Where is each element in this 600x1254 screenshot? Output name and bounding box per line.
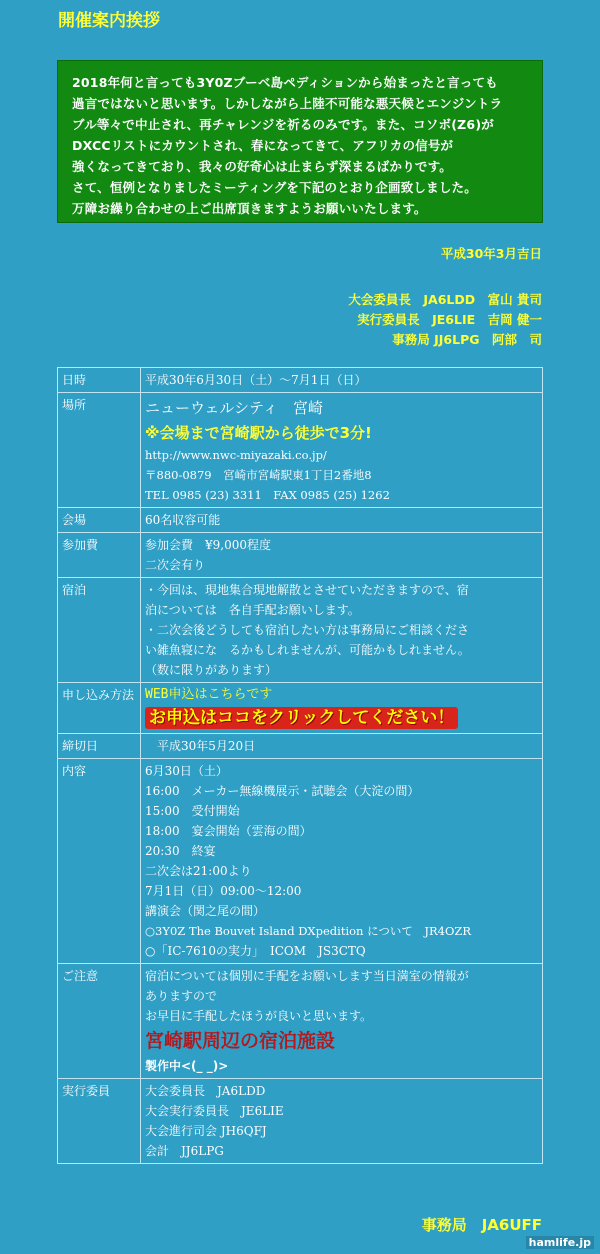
afterparty-note: 二次会有り — [145, 558, 206, 572]
event-info-table — [57, 367, 543, 1164]
venue-address: 〒880-0879 宮崎市宮崎駅東1丁目2番地8 — [145, 468, 372, 482]
web-apply-link[interactable]: WEB申込はこちらです — [145, 687, 273, 702]
content-line: 6月30日（土） — [145, 764, 228, 778]
note-line: お早目に手配したほうが良いと思います。 — [145, 1009, 373, 1023]
table-row — [58, 683, 543, 734]
table-row — [58, 533, 543, 578]
footer-secretariat: 事務局 JA6UFF — [421, 1216, 542, 1234]
stay-line: い雑魚寝にな るかもしれませんが、可能かもしれません。 — [145, 643, 470, 657]
place-label: 場所 — [58, 393, 141, 508]
greeting-line: ブル等々で中止され、再チャレンジを祈るのみです。また、コソボ(Z6)が — [72, 117, 494, 132]
greeting-line: 万障お繰り合わせの上ご出席頂きますようお願いいたします。 — [72, 201, 427, 216]
hotel-link[interactable]: 宮崎駅周辺の宿泊施設 — [145, 1030, 336, 1052]
committee-member: 大会進行司会 JH6QFJ — [145, 1124, 267, 1138]
venue-url-link[interactable]: http://www.nwc-miyazaki.co.jp/ — [145, 448, 327, 462]
site-watermark: hamlife.jp — [526, 1236, 594, 1249]
stay-line: 泊については 各自手配お願いします。 — [145, 603, 360, 617]
greeting-line: さて、恒例となりましたミーティングを下記のとおり企画致しました。 — [72, 180, 477, 195]
content-label: 内容 — [58, 759, 141, 964]
committee-member: 会計 JJ6LPG — [145, 1144, 224, 1158]
committee-cell — [141, 1079, 543, 1164]
content-line: 講演会（関之尾の間） — [145, 904, 266, 918]
content-line: ○「IC-7610の実力」 ICOM JS3CTQ — [145, 944, 366, 958]
content-cell — [141, 759, 543, 964]
note-line: 宿泊については個別に手配をお願いします当日満室の情報が — [145, 969, 469, 983]
committee-label: 実行委員 — [58, 1079, 141, 1164]
table-row — [58, 964, 543, 1079]
signature-chairman: 大会委員長 JA6LDD 富山 貴司 — [348, 292, 542, 307]
content-line: ○3Y0Z The Bouvet Island DXpedition について JR4OZR — [145, 924, 472, 938]
signature-executive: 実行委員長 JE6LIE 吉岡 健一 — [357, 312, 542, 327]
page-heading: 開催案内挨拶 — [58, 11, 160, 31]
greeting-box — [57, 60, 543, 223]
table-row — [58, 393, 543, 508]
apply-label: 申し込み方法 — [58, 683, 141, 734]
committee-member: 大会実行委員長 JE6LIE — [145, 1104, 284, 1118]
fee-cell — [141, 533, 543, 578]
table-row — [58, 759, 543, 964]
place-cell — [141, 393, 543, 508]
content-line: 7月1日（日）09:00～12:00 — [145, 884, 302, 898]
deadline-label: 締切日 — [58, 734, 141, 759]
date-label: 日時 — [58, 368, 141, 393]
fee-label: 参加費 — [58, 533, 141, 578]
greeting-line: 2018年何と言っても3Y0Zブーベ島ペディションから始まったと言っても — [72, 75, 498, 90]
hall-value: 60名収容可能 — [141, 508, 543, 533]
signature-secretariat: 事務局 JJ6LPG 阿部 司 — [392, 332, 542, 347]
hall-label: 会場 — [58, 508, 141, 533]
deadline-value: 平成30年5月20日 — [141, 734, 543, 759]
work-in-progress-note: 製作中<(_ _)> — [145, 1059, 229, 1073]
greeting-line: DXCCリストにカウントされ、春になってきて、アフリカの信号が — [72, 138, 454, 153]
greeting-line: 強くなってきており、我々の好奇心は止まらず深まるばかりです。 — [72, 159, 453, 174]
announcement-date: 平成30年3月吉日 — [440, 246, 542, 261]
fee-amount: 参加会費 ¥9,000程度 — [145, 538, 271, 552]
table-row — [58, 1079, 543, 1164]
greeting-text — [72, 72, 532, 219]
stay-label: 宿泊 — [58, 578, 141, 683]
stay-line: （数に限りがあります） — [145, 663, 278, 677]
stay-cell — [141, 578, 543, 683]
venue-phone: TEL 0985 (23) 3311 FAX 0985 (25) 1262 — [145, 488, 390, 502]
content-line: 16:00 メーカー無線機展示・試聴会（大淀の間） — [145, 784, 420, 798]
note-cell — [141, 964, 543, 1079]
table-row — [58, 578, 543, 683]
note-label: ご注意 — [58, 964, 141, 1079]
apply-click-button[interactable]: お申込はココをクリックしてください！ — [145, 707, 458, 729]
walk-notice: ※会場まで宮崎駅から徒歩で3分! — [145, 424, 372, 442]
content-line: 二次会は21:00より — [145, 864, 252, 878]
table-row — [58, 734, 543, 759]
content-line: 18:00 宴会開始（雲海の間） — [145, 824, 312, 838]
greeting-line: 過言ではないと思います。しかしながら上陸不可能な悪天候とエンジントラ — [72, 96, 503, 111]
table-row — [58, 508, 543, 533]
note-line: ありますので — [145, 989, 218, 1003]
content-line: 20:30 終宴 — [145, 844, 216, 858]
date-value: 平成30年6月30日（土）～7月1日（日） — [141, 368, 543, 393]
committee-member: 大会委員長 JA6LDD — [145, 1084, 266, 1098]
table-row — [58, 368, 543, 393]
stay-line: ・二次会後どうしても宿泊したい方は事務局にご相談くださ — [145, 623, 470, 637]
content-line: 15:00 受付開始 — [145, 804, 240, 818]
venue-name: ニューウェルシティ 宮崎 — [145, 399, 323, 417]
stay-line: ・今回は、現地集合現地解散とさせていただきますので、宿 — [145, 583, 469, 597]
apply-cell — [141, 683, 543, 734]
